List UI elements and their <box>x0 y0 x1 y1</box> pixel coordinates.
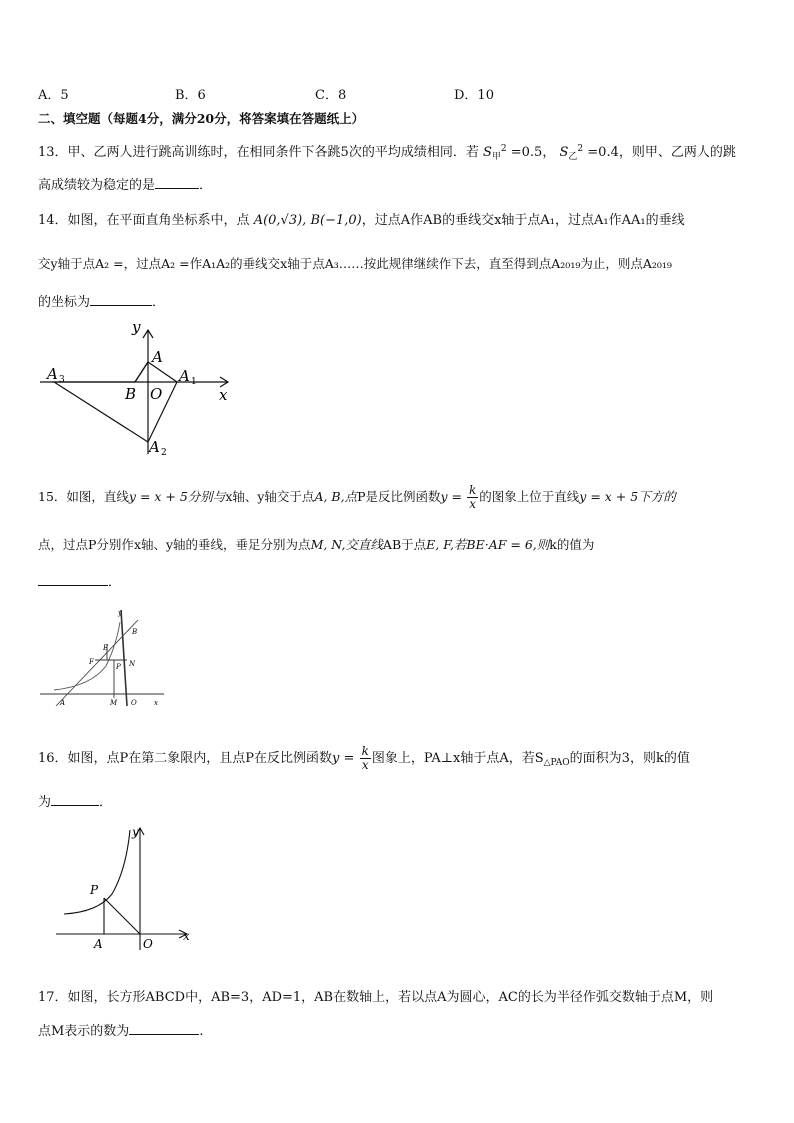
answer-blank[interactable] <box>38 573 108 586</box>
q15-l2-a: 点，过点 <box>38 537 89 552</box>
y-label: y <box>118 609 122 617</box>
q16-l2: 为 <box>38 795 52 810</box>
q14-text-b: ，过点 <box>361 213 401 228</box>
label-p: P <box>116 663 121 671</box>
q15-l2-e: M, N,交直线 <box>310 537 383 552</box>
q15-l1-d: A, B,点 <box>314 489 358 504</box>
q15-l1-eq: y = x + 5分别与 <box>128 489 226 504</box>
answer-blank[interactable] <box>51 793 99 806</box>
q17-l2: 点M表示的数为 <box>38 1024 130 1039</box>
q14-text-d: AB的垂线交 <box>423 213 495 228</box>
q15-l1-b: x轴、 <box>225 489 258 504</box>
hyperbola-curve <box>64 830 130 914</box>
label-b: B <box>132 628 138 636</box>
q16-l1-c: 的面积为3，则k的值 <box>569 751 690 766</box>
q14-l2-c: A₂ =，过点 <box>95 256 162 271</box>
q15-l2-g: E, F,若 <box>426 537 467 552</box>
label-o: O <box>150 385 163 403</box>
q15-line3 <box>38 573 121 591</box>
q16-line1 <box>38 745 690 772</box>
q15-l1-f: 的图象上位于直线 <box>479 489 580 504</box>
q13-text: 13．甲、乙两人进行跳高训练时，在相同条件下各跳5次的平均成绩相同．若 <box>38 145 479 160</box>
q14-point-a: A(0,√3), <box>253 213 307 228</box>
hyperbola-curve <box>54 622 120 690</box>
label-n: N <box>129 660 136 668</box>
q15-line1 <box>38 484 676 511</box>
q15-l3-end: ． <box>108 575 122 590</box>
label-a: A <box>152 348 163 366</box>
q15-l1-g: y = x + 5下方的 <box>579 489 676 504</box>
option-a: A．5 <box>38 88 69 103</box>
q13-s1-sub: 甲 <box>491 152 501 162</box>
option-b: B．6 <box>175 88 206 103</box>
q14-l2-f: x轴于点 <box>280 256 325 271</box>
q15-l2-h: BE·AF = 6,则 <box>466 537 550 552</box>
label-a3-sub: 3 <box>59 375 65 385</box>
q13-s2-sub: 乙 <box>568 152 578 162</box>
q14-text-h: AA₁的垂线 <box>621 213 685 228</box>
label-m: M <box>110 699 118 707</box>
q14-l2-e: A₁A₂的垂线交 <box>202 256 281 271</box>
segment-ab <box>135 362 148 382</box>
q15-l2-f: AB于点 <box>382 537 427 552</box>
label-a3: A <box>47 365 58 383</box>
frac-num: k <box>361 744 369 758</box>
q15-l1-c: y轴交于点 <box>257 489 315 504</box>
q14-l3: 的坐标为 <box>38 295 91 310</box>
q14-figure <box>36 318 246 460</box>
q14-text-c: A作 <box>400 213 424 228</box>
po-line <box>104 898 140 934</box>
q15-figure <box>36 606 172 710</box>
label-a2-sub: 2 <box>161 448 167 458</box>
x-label: x <box>154 699 158 707</box>
q16-figure <box>50 822 200 952</box>
q14-l3-end: ． <box>152 295 166 310</box>
label-a: A <box>94 937 103 951</box>
q13-s2-val: =0.4，则甲、乙两人的跳 <box>587 145 736 160</box>
label-b: B <box>125 385 137 403</box>
q16-l1-sub: △PAO <box>543 758 570 768</box>
option-d: D．10 <box>454 88 494 103</box>
y-label: y <box>132 825 139 839</box>
x-label: x <box>219 386 228 404</box>
label-o: O <box>131 699 137 707</box>
q15-l2-d: y轴的垂线，垂足分别为点 <box>166 537 311 552</box>
frac-den: x <box>361 758 369 772</box>
label-p: P <box>90 883 99 897</box>
q14-text-g: A₁作 <box>594 213 622 228</box>
label-a1-sub: 1 <box>191 377 197 387</box>
q14-l2-h: A₂₀₁₉为止，则点 <box>551 256 643 271</box>
q15-l1-a: 15．如图，直线 <box>38 489 129 504</box>
frac-den: x <box>469 497 477 511</box>
q14-l2-i: A₂₀₁₉ <box>642 256 672 271</box>
section-title: 二、填空题（每题4分，满分20分，将答案填在答题纸上） <box>38 111 365 126</box>
q14-text-e: x轴于点 <box>494 213 541 228</box>
q15-fraction <box>467 484 478 511</box>
label-a1: A <box>179 367 190 385</box>
q14-point-b: B(−1,0) <box>310 213 362 228</box>
q15-l2-b: P分别作 <box>88 537 134 552</box>
q15-line2 <box>38 537 594 553</box>
q13-line2 <box>38 176 212 194</box>
label-a: A <box>60 699 66 707</box>
q14-line2 <box>38 256 672 272</box>
label-a2: A <box>149 438 160 456</box>
q15-l1-y: y = <box>440 489 463 504</box>
q16-l1-a: 16．如图，点P在第二象限内，且点P在反比例函数 <box>38 751 333 766</box>
q14-l2-d: A₂ =作 <box>161 256 203 271</box>
q13-s1-val: =0.5， <box>510 145 556 160</box>
q16-l1-b: 图象上，PA⊥x轴于点A，若S <box>371 751 544 766</box>
q16-l2-end: ． <box>99 795 113 810</box>
frac-num: k <box>469 483 477 497</box>
q15-l2-i: k的值为 <box>549 537 595 552</box>
q16-fraction <box>360 745 371 772</box>
y-axis <box>121 610 127 706</box>
q13-line1: 13．甲、乙两人进行跳高训练时，在相同条件下各跳5次的平均成绩相同．若 $S_甲^2 =0.5$， $S_乙^2 =0.4$，则甲、乙两人的跳 <box>38 144 736 162</box>
q13-line2-text: 高成绩较为稳定的是 <box>38 178 156 193</box>
q13-s1: S <box>482 145 492 160</box>
q15-l1-e: P是反比例函数 <box>357 489 441 504</box>
label-f: F <box>89 658 94 666</box>
y-label: y <box>132 318 141 336</box>
q14-l2-g: A₃……按此规律继续作下去，直至得到点 <box>324 256 552 271</box>
q15-l2-c: x轴、 <box>133 537 166 552</box>
option-c: C．8 <box>315 88 347 103</box>
q14-line3 <box>38 293 165 311</box>
label-e: E <box>103 644 109 652</box>
x-label: x <box>183 929 190 943</box>
q14-text-a: 14．如图，在平面直角坐标系中，点 <box>38 213 250 228</box>
q16-l1-y: y = <box>332 751 355 766</box>
q13-s2: S <box>559 145 569 160</box>
label-o: O <box>143 937 153 951</box>
answer-blank[interactable] <box>90 293 152 306</box>
q14-line1 <box>38 213 685 229</box>
answer-blank[interactable] <box>155 176 199 189</box>
q17-line2 <box>38 1022 203 1040</box>
q17-line1: 17．如图，长方形ABCD中，AB=3，AD=1，AB在数轴上，若以点A为圆心，AC的长为半径作弧交数轴于点M，则 <box>38 990 714 1005</box>
q16-line2 <box>38 793 112 811</box>
q14-l2-b: y轴于点 <box>50 256 96 271</box>
q17-l2-end: . <box>199 1024 204 1039</box>
answer-blank[interactable] <box>129 1022 199 1035</box>
q14-text-f: A₁，过点 <box>540 213 595 228</box>
q14-l2-a: 交 <box>38 256 51 271</box>
q13-line2-end: ． <box>199 178 213 193</box>
